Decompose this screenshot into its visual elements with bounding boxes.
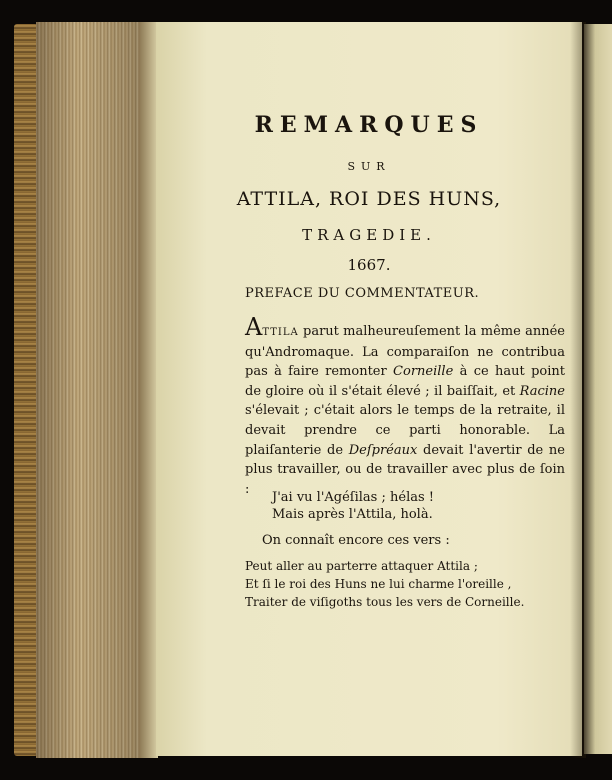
page-edges: [36, 22, 144, 758]
facing-page-edge: [584, 24, 612, 754]
page-text: [156, 22, 582, 756]
attila-smallcaps: TTILA: [262, 327, 299, 338]
drop-cap: A: [245, 313, 263, 341]
genre-label: TRAGEDIE.: [302, 226, 436, 244]
paragraph-text-1: parut malheureuſement la même année qu'Andromaque. La comparaiſon ne contribua pas à faire remonter: [245, 324, 565, 380]
year-label: 1667.: [347, 256, 391, 274]
page: [156, 22, 582, 756]
quote-line-1: J'ai vu l'Agéſilas ; hélas !: [272, 490, 435, 505]
quote-line-2: Mais après l'Attila, holà.: [272, 507, 433, 522]
name-racine: Racine: [519, 383, 565, 399]
book-cover-edge: [14, 24, 38, 756]
work-title: ATTILA, ROI DES HUNS,: [236, 188, 502, 210]
title-preposition: SUR: [347, 160, 391, 173]
name-despreaux: Deſpréaux: [348, 442, 418, 458]
verses-intro: On connaît encore ces vers :: [262, 533, 450, 548]
paragraph-text-4: devait l'avertir de ne plus travailler, ou de travailler avec plus de ſoin :: [245, 442, 565, 497]
preface-paragraph: [245, 313, 565, 499]
page-title: REMARQUES: [254, 112, 484, 138]
name-corneille: Corneille: [393, 364, 454, 380]
paragraph-text-2: à ce haut point de gloire où il s'était élevé ; il baiſſait, et: [245, 364, 565, 399]
verse-line-2: Et ſi le roi des Huns ne lui charme l'oreille ,: [245, 577, 512, 591]
paragraph-text-3: s'élevait ; c'était alors le temps de la retraite, il devait prendre ce parti honorable. La plaiſanterie de: [245, 403, 565, 458]
verse-line-3: Traiter de viſigoths tous les vers de Corneille.: [245, 595, 525, 609]
verse-line-1: Peut aller au parterre attaquer Attila ;: [245, 559, 478, 573]
section-heading: PREFACE DU COMMENTATEUR.: [245, 286, 480, 301]
